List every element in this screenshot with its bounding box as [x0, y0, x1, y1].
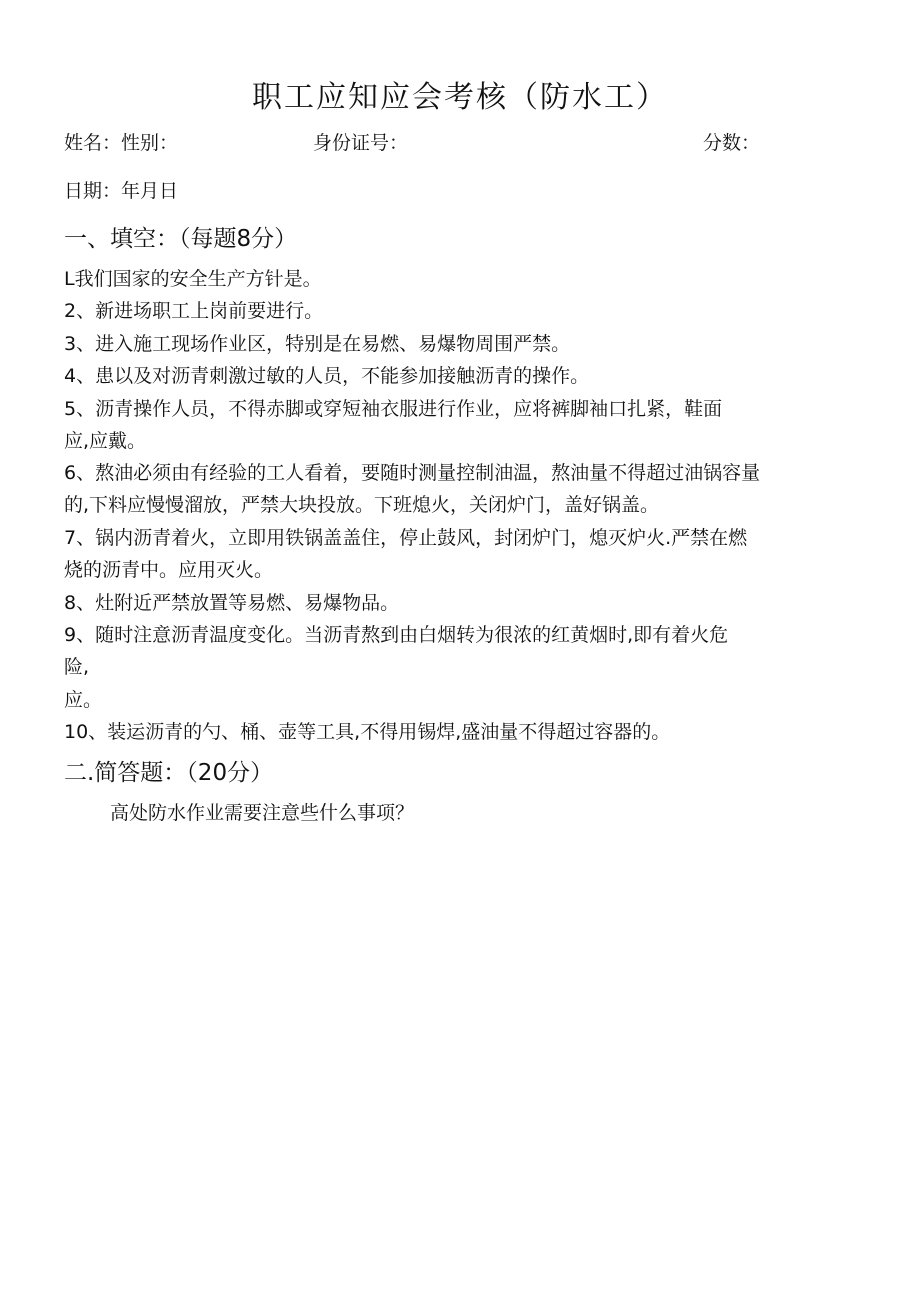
question-line: 8、灶附近严禁放置等易燃、易爆物品。	[64, 592, 400, 614]
question-line: 险,	[64, 656, 90, 678]
page-title: 职工应知应会考核（防水工）	[252, 80, 668, 115]
short-answer-question: 高处防水作业需要注意些什么事项？	[110, 802, 415, 824]
question-line: L我们国家的安全生产方针是。	[64, 268, 322, 290]
question-line: 9、随时注意沥青温度变化。当沥青熬到由白烟转为很浓的红黄烟时,即有着火危	[64, 624, 729, 646]
question-line: 2、新进场职工上岗前要进行。	[64, 300, 324, 322]
name-gender-field: 姓名：性别：	[64, 132, 179, 154]
question-line: 4、患以及对沥青刺激过敏的人员，不能参加接触沥青的操作。	[64, 365, 590, 387]
question-line: 5、沥青操作人员，不得赤脚或穿短袖衣服进行作业，应将裤脚袖口扎紧，鞋面	[64, 398, 723, 420]
question-line: 10、装运沥青的勺、桶、壶等工具,不得用锡焊,盛油量不得超过容器的。	[64, 721, 671, 743]
question-line: 烧的沥青中。应用灭火。	[64, 559, 274, 581]
date-field: 日期：年月日	[64, 180, 179, 202]
score-field: 分数：	[703, 132, 761, 154]
question-line: 应,应戴。	[64, 430, 147, 452]
question-line: 的,下料应慢慢溜放，严禁大块投放。下班熄火，关闭炉门，盖好锅盖。	[64, 494, 660, 516]
question-line: 3、进入施工现场作业区，特别是在易燃、易爆物周围严禁。	[64, 333, 571, 355]
question-line: 7、锅内沥青着火，立即用铁锅盖盖住，停止鼓风，封闭炉门，熄灭炉火.严禁在燃	[64, 527, 748, 549]
section-short-answer-heading: 二.简答题：（20分）	[64, 760, 274, 786]
section-fill-in-heading: 一、填空：（每题8分）	[64, 226, 298, 252]
question-line: 应。	[64, 689, 103, 711]
id-number-field: 身份证号：	[313, 132, 409, 154]
question-line: 6、熬油必须由有经验的工人看着，要随时测量控制油温，熬油量不得超过油锅容量	[64, 462, 761, 484]
